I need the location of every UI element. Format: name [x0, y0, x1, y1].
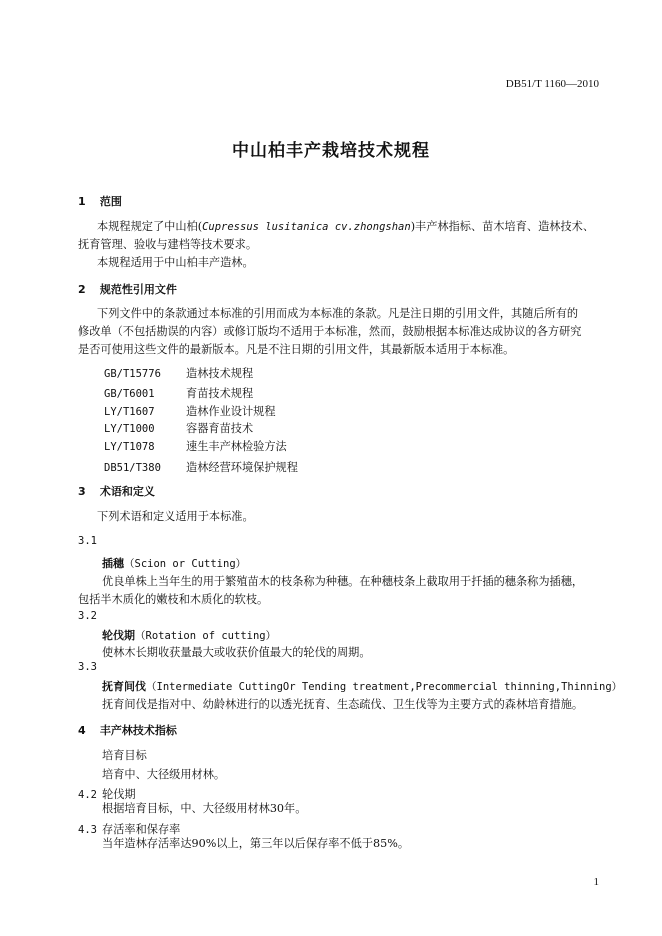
- term-name: 轮伐期: [102, 629, 135, 642]
- term-english: （Rotation of cutting）: [135, 630, 277, 642]
- section-title: 范围: [99, 195, 122, 208]
- document-code: DB51/T 1160—2010: [505, 78, 599, 90]
- reference-title: 育苗技术规程: [186, 387, 254, 400]
- reference-item: [104, 456, 298, 475]
- term-english: （Scion or Cutting）: [124, 558, 247, 570]
- terms-intro: 下列术语和定义适用于本标准。: [97, 510, 254, 523]
- term-heading: [102, 627, 276, 643]
- section-number: 1: [78, 195, 86, 208]
- reference-title: 造林作业设计规程: [186, 405, 276, 418]
- reference-item: [104, 435, 287, 454]
- indicator-number: 4.2: [78, 789, 97, 801]
- section-heading-3: [78, 483, 155, 499]
- latin-name: Cupressus lusitanica cv.zhongshan: [202, 221, 411, 233]
- page-number: 1: [593, 876, 599, 888]
- reference-code: LY/T1000: [104, 423, 155, 435]
- section-title: 规范性引用文件: [99, 283, 177, 296]
- section-title: 术语和定义: [99, 485, 155, 498]
- term-name: 抚育间伐: [102, 680, 146, 693]
- indicator-text: 当年造林存活率达90%以上，第三年以后保存率不低于85%。: [102, 837, 410, 850]
- section-number: 2: [78, 283, 86, 296]
- term-definition-line-1: 优良单株上当年生的用于繁殖苗木的枝条称为种穗。在种穗枝条上截取用于扦插的穗条称为插穗，: [102, 575, 584, 588]
- reference-item: [104, 382, 253, 401]
- indicator-text: 培育中、大径级用材林。: [102, 768, 226, 781]
- section-title: 丰产林技术指标: [99, 724, 177, 737]
- reference-code: GB/T15776: [104, 368, 161, 380]
- term-english: （Intermediate CuttingOr Tending treatment,Precommercial thinning,Thinning）: [146, 681, 623, 693]
- indicator-label: 轮伐期: [102, 788, 136, 801]
- reference-code: LY/T1078: [104, 441, 155, 453]
- section-number: 4: [78, 724, 86, 737]
- term-number: 3.2: [78, 610, 97, 622]
- indicator-label: 培育目标: [102, 749, 147, 762]
- reference-code: LY/T1607: [104, 406, 155, 418]
- term-definition-line-2: 包括半木质化的嫩枝和木质化的软枝。: [78, 593, 269, 606]
- section-heading-2: [78, 281, 177, 297]
- normative-intro-line-1: 下列文件中的条款通过本标准的引用而成为本标准的条款。凡是注日期的引用文件，其随后所有的: [97, 307, 579, 320]
- term-number: 3.1: [78, 535, 97, 547]
- reference-item: [104, 417, 253, 436]
- scope-paragraph-1: [97, 218, 594, 234]
- term-heading: [102, 555, 246, 571]
- reference-code: DB51/T380: [104, 462, 161, 474]
- scope-text: 本规程规定了中山柏(: [97, 220, 203, 233]
- reference-item: [104, 362, 253, 381]
- scope-paragraph-2: 本规程适用于中山柏丰产造林。: [97, 256, 254, 269]
- indicator-number: 4.3: [78, 824, 97, 836]
- scope-text: )丰产林指标、苗木培育、造林技术、: [410, 220, 595, 233]
- indicator-text: 根据培育目标，中、大径级用材林30年。: [102, 802, 307, 815]
- normative-intro-line-3: 是否可使用这些文件的最新版本。凡是不注日期的引用文件，其最新版本适用于本标准。: [78, 343, 515, 356]
- reference-title: 速生丰产林检验方法: [186, 440, 287, 453]
- section-heading-1: [78, 193, 122, 209]
- term-definition-line-1: 抚育间伐是指对中、幼龄林进行的以透光抚育、生态疏伐、卫生伐等为主要方式的森林培育措施。: [102, 698, 584, 711]
- reference-title: 容器育苗技术: [186, 422, 254, 435]
- reference-title: 造林技术规程: [186, 367, 254, 380]
- reference-code: GB/T6001: [104, 388, 155, 400]
- section-heading-4: [78, 722, 177, 738]
- indicator-label: 存活率和保存率: [102, 823, 181, 836]
- reference-title: 造林经营环境保护规程: [186, 461, 298, 474]
- document-title: 中山柏丰产栽培技术规程: [232, 141, 430, 161]
- scope-paragraph-1-cont: 抚育管理、验收与建档等技术要求。: [78, 238, 258, 251]
- term-heading: [102, 678, 622, 694]
- term-definition-line-1: 使林木长期收获量最大或收获价值最大的轮伐的周期。: [102, 646, 371, 659]
- normative-intro-line-2: 修改单（不包括勘误的内容）或修订版均不适用于本标准，然而，鼓励根据本标准达成协议的各方研究: [78, 325, 582, 338]
- term-number: 3.3: [78, 661, 97, 673]
- section-number: 3: [78, 485, 86, 498]
- term-name: 插穗: [102, 557, 124, 570]
